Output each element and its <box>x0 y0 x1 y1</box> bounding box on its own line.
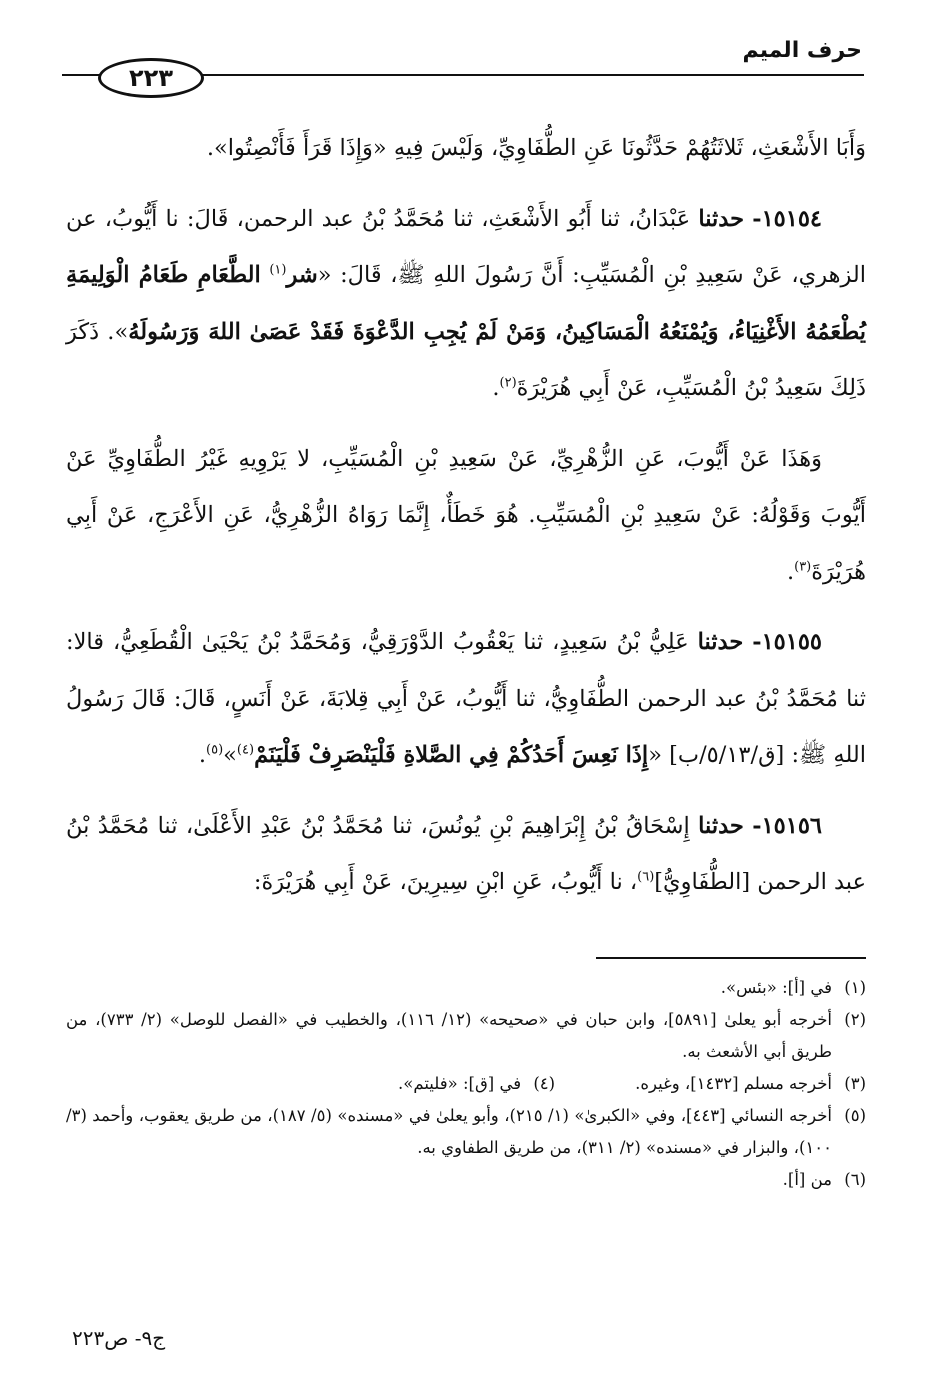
hadith-text: إِسْحَاقُ بْنُ إِبْرَاهِيمَ بْنِ يُونُسَ، ثنا مُحَمَّدُ بْنُ عَبْدِ الأَعْلَىٰ، ثنا مُحَمَّدُ بْنُ عبد الرحمن [الطُّفَاوِيُّ] <box>66 812 866 895</box>
main-text <box>66 120 866 925</box>
hadith-matn: إِذَا نَعِسَ أَحَدُكُمْ فِي الصَّلاةِ فَلْيَنْصَرِفْ فَلْيَنَمْ <box>254 742 649 768</box>
page-number-badge: ٢٢٣ <box>98 58 204 98</box>
haddathana-word: حدثنا <box>698 205 744 232</box>
footnote-text: من [أ]. <box>782 1170 832 1189</box>
footnote-label: (٦) <box>844 1170 866 1189</box>
hadith-matn: الطَّعَامِ طَعَامُ الْوَلِيمَةِ يُطْعَمُهُ الأَغْنِيَاءُ، وَيُمْنَعُهُ الْمَسَاكِينُ، وَمَنْ لَمْ يُجِبِ الدَّعْوَةَ فَقَدْ عَصَىٰ اللهَ وَرَسُولَهُ <box>66 262 866 345</box>
commentary-paragraph <box>66 431 866 601</box>
hadith-number: ١٥١٥٤- <box>752 205 822 232</box>
hadith-text: » <box>223 742 237 768</box>
hadith-text: عَلِيُّ بْنُ سَعِيدٍ، ثنا يَعْقُوبُ الدَّوْرَقِيُّ، وَمُحَمَّدُ بْنُ يَحْيَىٰ الْقُطَعِيُّ، قالا: ثنا مُحَمَّدُ بْنُ عبد الرحمن الطُّفَاوِيُّ، ثنا أَيُّوبُ، عَنْ أَبِي قِلابَةَ، عَنْ أَنَسٍ، قَالَ: قَالَ رَسُولُ اللهِ ﷺ: [ق/٥/١٣/ب] « <box>66 629 866 768</box>
hadith-number: ١٥١٥٦- <box>752 812 822 839</box>
hadith-text: عَبْدَانُ، ثنا أَبُو الأَشْعَثِ، ثنا مُحَمَّدُ بْنُ عبد الرحمن، قَالَ: نا أَيُّوبُ، عن الزهري، عَنْ سَعِيدِ بْنِ الْمُسَيِّبِ: أَنَّ رَسُولَ اللهِ ﷺ، قَالَ: « <box>66 205 866 288</box>
footnote-label: (٤) <box>533 1074 556 1093</box>
footnote-ref-2[interactable]: (٢) <box>499 375 517 391</box>
hadith-matn: شر <box>286 262 318 288</box>
hadith-15156 <box>66 798 866 911</box>
punctuation: . <box>198 742 206 768</box>
footnote-label: (٢) <box>844 1010 866 1029</box>
footnote-label: (٣) <box>844 1074 866 1093</box>
footnote-5 <box>66 1100 866 1164</box>
volume-page-reference: ج٩- ص٢٢٣ <box>72 1326 166 1350</box>
footnote-ref-5[interactable]: (٥) <box>206 742 224 758</box>
footnote-2 <box>66 1004 866 1068</box>
footnote-text: أخرجه مسلم [١٤٣٢]، وغيره. <box>635 1074 832 1093</box>
hadith-15154 <box>66 191 866 417</box>
punctuation: . <box>492 375 500 401</box>
footnote-text: في [ق]: «فليتم». <box>398 1074 522 1093</box>
footnote-label: (٥) <box>844 1106 866 1125</box>
footnote-ref-4[interactable]: (٤) <box>236 742 255 758</box>
hadith-15155 <box>66 614 866 784</box>
footnote-6 <box>66 1164 866 1196</box>
footnote-3 <box>635 1068 866 1100</box>
footnote-label: (١) <box>844 978 866 997</box>
footnote-1 <box>66 972 866 1004</box>
haddathana-word: حدثنا <box>698 812 744 839</box>
footnote-4 <box>398 1068 555 1100</box>
footnote-row <box>66 1068 866 1100</box>
haddathana-word: حدثنا <box>697 629 744 655</box>
footnote-ref-1[interactable]: (١) <box>269 262 287 278</box>
hadith-text: ». ذَكَرَ ذَلِكَ سَعِيدُ بْنُ الْمُسَيِّبِ، عَنْ أَبِي هُرَيْرَةَ <box>66 318 866 401</box>
footnote-text: أخرجه أبو يعلىٰ [٥٨٩١]، وابن حبان في «صحيحه» (١٢/ ١١٦)، والخطيب في «الفصل للوصل» (٢/ ٧٣٣)، من طريق أبي الأشعث به. <box>66 1010 833 1061</box>
paragraph-text: وَأَبَا الأَشْعَثِ، ثَلاثَتُهُمْ حَدَّثُونَا عَنِ الطُّفَاوِيِّ، وَلَيْسَ فِيهِ «وَإِذَا قَرَأَ فَأَنْصِتُوا». <box>206 135 866 161</box>
footnote-text: في [أ]: «بئس». <box>720 978 832 997</box>
footnote-ref-6[interactable]: (٦) <box>637 869 655 885</box>
commentary-text: وَهَذَا عَنْ أَيُّوبَ، عَنِ الزُّهْرِيِّ، عَنْ سَعِيدِ بْنِ الْمُسَيِّبِ، لا يَرْوِيهِ غَيْرُ الطُّفَاوِيِّ عَنْ أَيُّوبَ وَقَوْلُهُ: عَنْ سَعِيدِ بْنِ الْمُسَيِّبِ. هُوَ خَطَأٌ، إِنَّمَا رَوَاهُ الزُّهْرِيُّ، عَنِ الأَعْرَجِ، عَنْ أَبِي هُرَيْرَةَ <box>66 445 866 585</box>
hadith-number: ١٥١٥٥- <box>752 629 823 655</box>
header-title: حرف الميم <box>742 38 862 63</box>
footnote-ref-3[interactable]: (٣) <box>794 559 812 574</box>
footnote-separator <box>596 957 866 959</box>
punctuation: . <box>786 558 795 585</box>
paragraph-continuation <box>66 120 866 177</box>
footnote-text: أخرجه النسائي [٤٤٣]، وفي «الكبرىٰ» (١/ ٢١٥)، وأبو يعلىٰ في «مسنده» (٥/ ١٨٧)، من طريق يعقوب، وأحمد (٣/ ١٠٠)، والبزار في «مسنده» (٢/ ٣١١)، من طريق الطفاوي به. <box>66 1106 832 1157</box>
hadith-text: ، نا أَيُّوبُ، عَنِ ابْنِ سِيرِينَ، عَنْ أَبِي هُرَيْرَةَ: <box>253 869 638 895</box>
footnotes <box>66 972 866 1196</box>
